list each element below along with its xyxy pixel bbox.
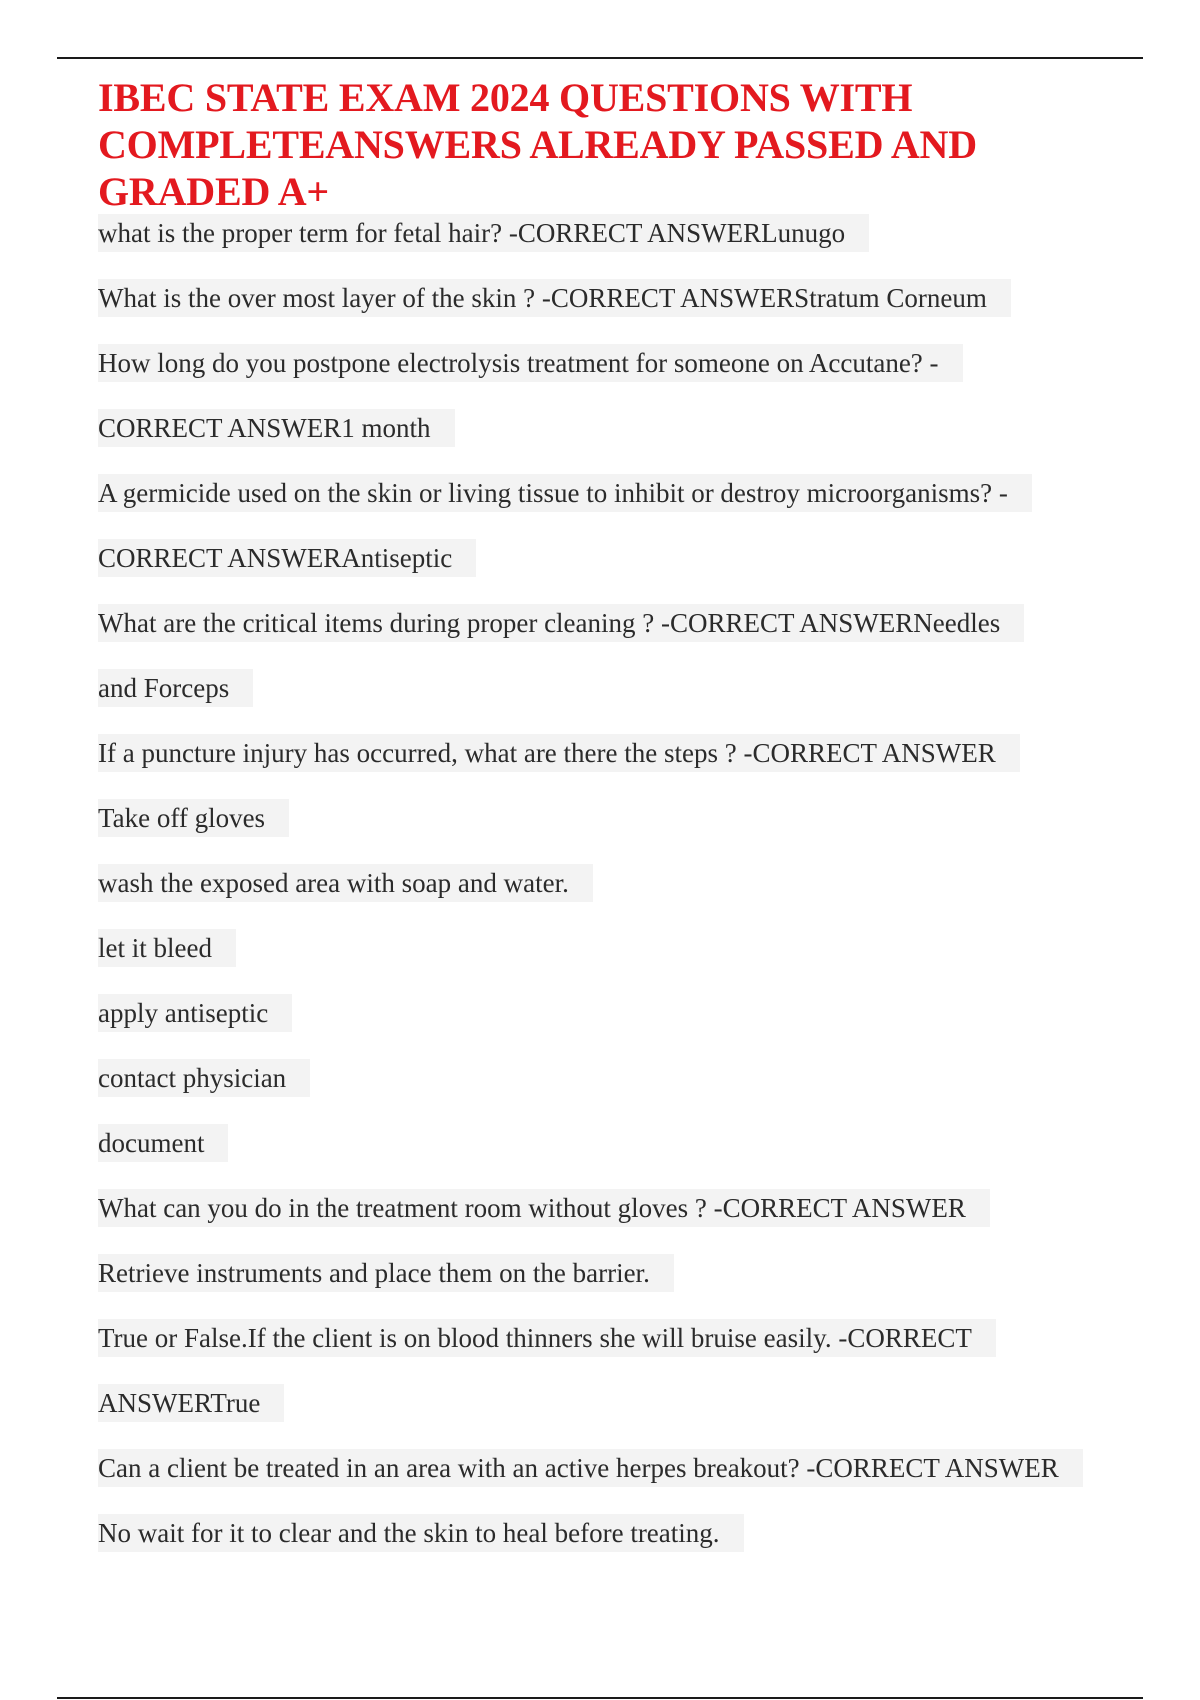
question-text: What can you do in the treatment room without gloves ? - xyxy=(98,1193,723,1223)
answer-text: Antiseptic xyxy=(341,543,453,573)
qa-line xyxy=(98,994,292,1032)
qa-line xyxy=(98,1124,228,1162)
qa-line xyxy=(98,1254,674,1292)
question-text: How long do you postpone electrolysis treatment for someone on Accutane? - xyxy=(98,348,939,378)
answer-label: CORRECT ANSWER xyxy=(98,543,342,573)
qa-line xyxy=(98,474,1032,512)
question-text: Retrieve instruments and place them on the barrier. xyxy=(98,1258,650,1288)
question-text: and Forceps xyxy=(98,673,230,703)
question-text: No wait for it to clear and the skin to heal before treating. xyxy=(98,1518,720,1548)
qa-line xyxy=(98,214,869,252)
qa-line xyxy=(98,1449,1083,1487)
answer-label: CORRECT ANSWER xyxy=(517,218,762,248)
question-text: document xyxy=(98,1128,205,1158)
answer-text: 1 month xyxy=(341,413,431,443)
qa-line xyxy=(98,344,963,382)
qa-line xyxy=(98,409,455,447)
answer-label: CORRECT ANSWER xyxy=(98,413,342,443)
answer-label: CORRECT ANSWER xyxy=(550,283,795,313)
qa-line xyxy=(98,604,1024,642)
question-text: True or False.If the client is on blood thinners she will bruise easily. - xyxy=(98,1323,848,1353)
top-rule xyxy=(57,57,1143,59)
qa-line xyxy=(98,669,253,707)
qa-line xyxy=(98,1384,284,1422)
qa-line xyxy=(98,734,1020,772)
qa-line xyxy=(98,1059,310,1097)
question-text: let it bleed xyxy=(98,933,212,963)
qa-line xyxy=(98,799,289,837)
qa-line xyxy=(98,929,236,967)
answer-label: CORRECT ANSWER xyxy=(722,1193,966,1223)
qa-line xyxy=(98,864,593,902)
question-text: Take off gloves xyxy=(98,803,266,833)
qa-line xyxy=(98,1189,990,1227)
qa-line xyxy=(98,1319,996,1357)
answer-text: Stratum Corneum xyxy=(794,283,987,313)
question-text: What is the over most layer of the skin ? - xyxy=(98,283,551,313)
question-text: Can a client be treated in an area with an active herpes breakout? - xyxy=(98,1453,816,1483)
question-text: apply antiseptic xyxy=(98,998,269,1028)
answer-label: CORRECT ANSWER xyxy=(670,608,914,638)
answer-label: ANSWER xyxy=(98,1388,211,1418)
answer-label: CORRECT ANSWER xyxy=(815,1453,1059,1483)
question-text: What are the critical items during proper cleaning ? - xyxy=(98,608,670,638)
answer-text: True xyxy=(210,1388,261,1418)
answer-label: CORRECT xyxy=(847,1323,972,1353)
question-text: wash the exposed area with soap and water. xyxy=(98,868,569,898)
answer-text: Lunugo xyxy=(761,218,846,248)
bottom-rule xyxy=(57,1697,1143,1699)
document-title: IBEC STATE EXAM 2024 QUESTIONS WITH COMPLETEANSWERS ALREADY PASSED AND GRADED A+ xyxy=(98,75,977,214)
qa-line xyxy=(98,1514,744,1552)
question-text: contact physician xyxy=(98,1063,287,1093)
question-text: If a puncture injury has occurred, what are there the steps ? - xyxy=(98,738,753,768)
qa-line xyxy=(98,539,476,577)
answer-text: Needles xyxy=(913,608,1001,638)
answer-label: CORRECT ANSWER xyxy=(752,738,996,768)
question-text: A germicide used on the skin or living tissue to inhibit or destroy microorganisms? - xyxy=(98,478,1008,508)
question-text: what is the proper term for fetal hair? - xyxy=(98,218,518,248)
qa-line xyxy=(98,279,1011,317)
